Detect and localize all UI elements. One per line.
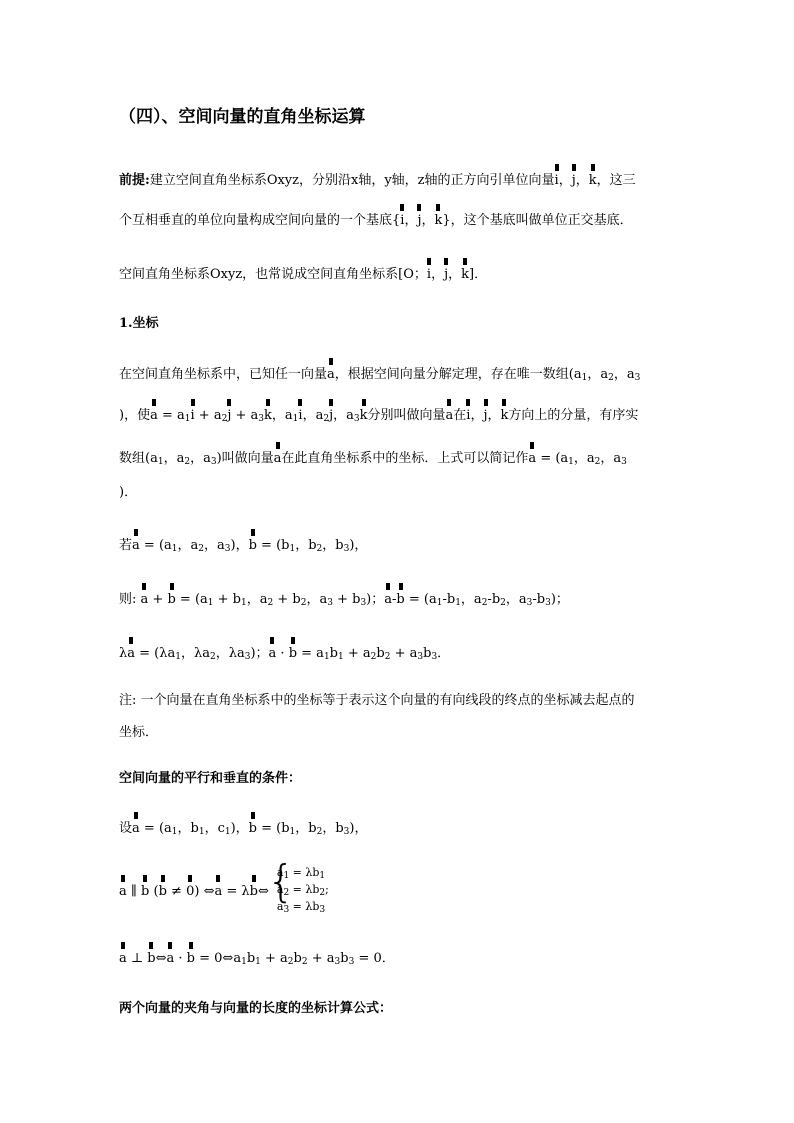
section-heading-parallel-perpendicular: 空间向量的平行和垂直的条件： bbox=[119, 771, 302, 786]
premise-text-1: 建立空间直角坐标系Oxyz，分别沿x轴，y轴，z轴的正方向引单位向量 bbox=[149, 173, 555, 188]
if-line: 若$a = (a_1$，$a_2$，$a_3$)，$b = (b_1$，$b_2$，$b_3$)， bbox=[119, 538, 368, 554]
coord-line-1: 在空间直角坐标系中，已知任一向量a，根据空间向量分解定理，存在唯一数组($a_1$，$a_2$，$a_3$ bbox=[119, 367, 641, 383]
note-line-1: 注: 一个向量在直角坐标系中的坐标等于表示这个向量的有向线段的终点的坐标减去起点的 bbox=[119, 693, 635, 708]
parallel-condition: a ∥ b (b ≠ 0) ⇔a = λb⇔{ $a_1 = \lambda b_1$ $a_2 = \lambda b_2$; $a_3 = \lambda b_3$ bbox=[119, 866, 329, 917]
premise-line-3: 空间直角坐标系Oxyz，也常说成空间直角坐标系[O；i，j，k]． bbox=[119, 267, 488, 282]
premise-text-2-end: }，这个基底叫做单位正交基底． bbox=[442, 213, 633, 228]
premise-label: 前提: bbox=[119, 173, 150, 188]
premise-line-2: 个互相垂直的单位向量构成空间向量的一个基底{i，j，k}，这个基底叫做单位正交基底． bbox=[119, 213, 633, 228]
premise-line-1: 前提:建立空间直角坐标系Oxyz，分别沿x轴，y轴，z轴的正方向引单位向量i，j，k，这三 bbox=[119, 173, 636, 188]
premise-text-2: 个互相垂直的单位向量构成空间向量的一个基底{ bbox=[119, 213, 401, 228]
note-line-2: 坐标． bbox=[119, 725, 159, 740]
set-line: 设$a = (a_1$，$b_1$，$c_1$)，$b = (b_1$，$b_2$，$b_3$)， bbox=[119, 821, 368, 837]
page-title: （四）、空间向量的直角坐标运算 bbox=[119, 107, 366, 127]
section-heading-angle-length: 两个向量的夹角与向量的长度的坐标计算公式： bbox=[119, 1001, 393, 1016]
then-line: 则: $a + b = (a_1 + b_1$，$a_2 + b_2$，$a_3 + b_3$)；$a-b = (a_1-b_1$，$a_2-b_2$，$a_3-b_3$)； bbox=[119, 592, 569, 608]
premise-text-3-end: ]． bbox=[469, 267, 488, 282]
coord-line-3: 数组($a_1$，$a_2$，$a_3$)叫做向量a在此直角坐标系中的坐标．上式可以简记作$a = (a_1$，$a_2$，$a_3$ bbox=[119, 451, 627, 467]
scalar-dot-line: $\lambda a = (\lambda a_1$，$\lambda a_2$，$\lambda a_3$)；$a \cdot b = a_1b_1 + a_2b_2 + a_3b_3$． bbox=[119, 646, 451, 662]
perpendicular-condition: a ⊥ b⇔a · $b = 0\Leftrightarrow a_1b_1 + a_2b_2 + a_3b_3 = 0$． bbox=[119, 951, 395, 967]
coord-line-4: )． bbox=[119, 485, 138, 500]
section-heading-coordinates: 1.坐标 bbox=[119, 316, 159, 331]
premise-text-1-end: ，这三 bbox=[596, 173, 636, 188]
condition-brace: { $a_1 = \lambda b_1$ $a_2 = \lambda b_2$; $a_3 = \lambda b_3$ bbox=[269, 866, 329, 917]
coord-line-2: )，使$a = a_1i + a_2j + a_3k$，$a_1i$，$a_2j$，$a_3k$分别叫做向量a在i，j，k方向上的分量，有序实 bbox=[119, 408, 639, 424]
premise-text-3: 空间直角坐标系Oxyz，也常说成空间直角坐标系[O； bbox=[119, 267, 427, 282]
